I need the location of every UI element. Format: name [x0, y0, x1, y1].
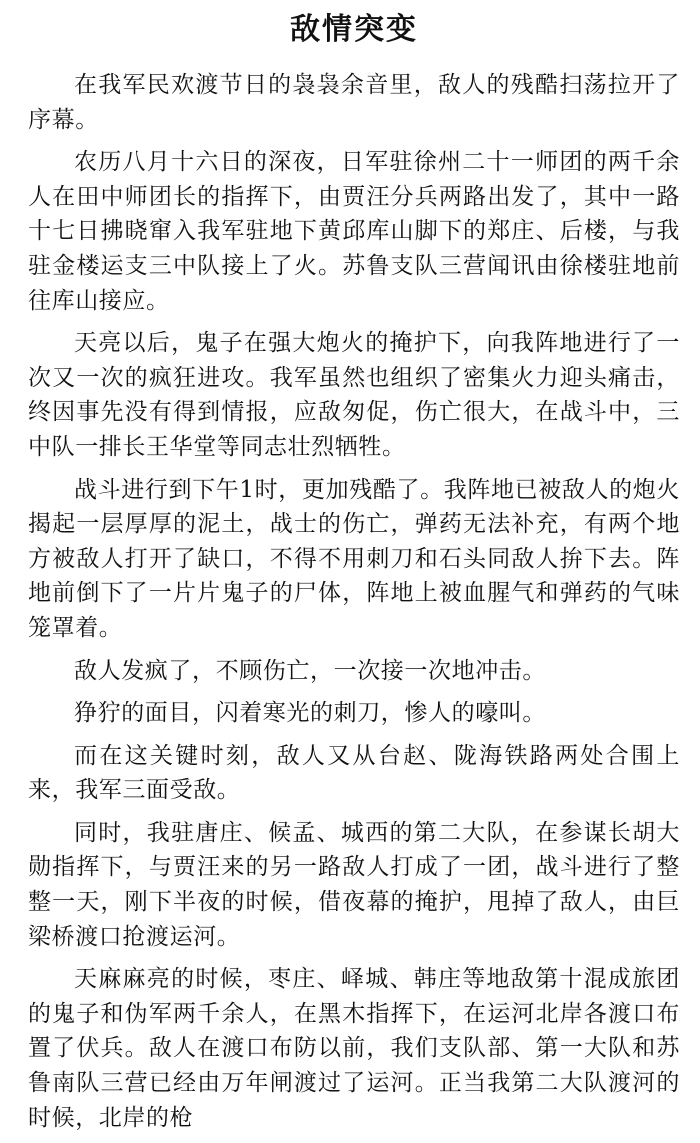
document-title: 敌情突变: [290, 12, 418, 47]
paragraph-8: 同时，我驻唐庄、候孟、城西的第二大队，在参谋长胡大勋指挥下，与贾汪来的另一路敌人打成了一团，战斗进行了整整一天，刚下半夜的时候，借夜幕的掩护，甩掉了敌人，由巨梁桥渡口抢渡运河。: [28, 819, 680, 950]
paragraph-1: 在我军民欢渡节日的袅袅余音里，敌人的残酷扫荡拉开了序幕。: [28, 72, 680, 133]
paragraph-9: 天麻麻亮的时候，枣庄、峄城、韩庄等地敌第十混成旅团的鬼子和伪军两千余人，在黑木指挥下，在运河北岸各渡口布置了伏兵。敌人在渡口布防以前，我们支队部、第一大队和苏鲁南队三营已经由万年闸渡过了运河。正当我第二大队渡河的时候，北岸的枪: [28, 966, 680, 1131]
paragraph-3: 天亮以后，鬼子在强大炮火的掩护下，向我阵地进行了一次又一次的疯狂进攻。我军虽然也组织了密集火力迎头痛击，终因事先没有得到情报，应敌匆促，伤亡很大，在战斗中，三中队一排长王华堂等同志壮烈牺牲。: [28, 330, 680, 460]
paragraph-7: 而在这关键时刻，敌人又从台赵、陇海铁路两处合围上来，我军三面受敌。: [28, 742, 680, 804]
paragraph-6: 狰狞的面目，闪着寒光的刺刀，惨人的嚎叫。: [74, 700, 546, 727]
paragraph-4: 战斗进行到下午1时，更加残酷了。我阵地已被敌人的炮火揭起一层厚厚的泥土，战士的伤亡，弹药无法补充，有两个地方被敌人打开了缺口，不得不用刺刀和石头同敌人拚下去。阵地前倒下了一片片鬼子的尸体，阵地上被血腥气和弹药的气味笼罩着。: [28, 476, 680, 641]
paragraph-2: 农历八月十六日的深夜，日军驻徐州二十一师团的两千余人在田中师团长的指挥下，由贾汪分兵两路出发了，其中一路十七日拂晓窜入我军驻地下黄邱库山脚下的郑庄、后楼，与我驻金楼运支三中队接上了火。苏鲁支队三营闻讯由徐楼驻地前往库山接应。: [28, 149, 680, 314]
document-page: [28, 10, 680, 1143]
paragraph-5: 敌人发疯了，不顾伤亡，一次接一次地冲击。: [74, 657, 546, 684]
